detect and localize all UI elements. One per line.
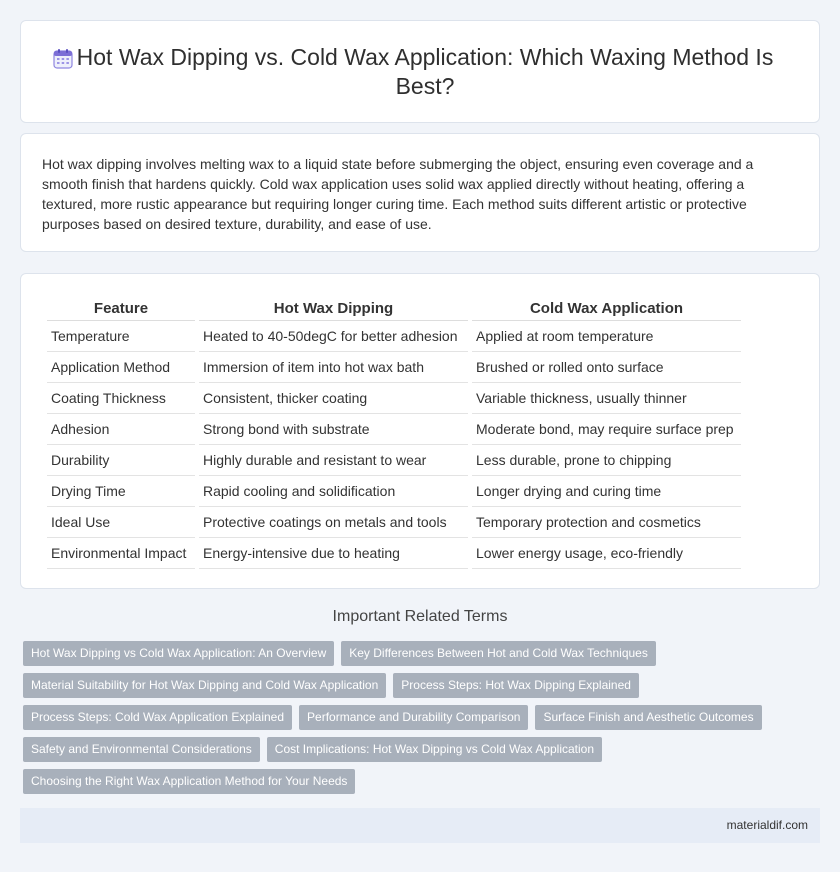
intro-paragraph: Hot wax dipping involves melting wax to a liquid state before submerging the object, ensuring even coverage and a smooth finish that hardens quickly. Cold wax application uses solid wax applied directly without heating, offering a textured, more rustic appearance but requiring longer curing time. Each method suits different artistic or protective purposes based on desired texture, durability, and ease of use. bbox=[42, 156, 754, 232]
tag-row bbox=[23, 737, 823, 762]
table-cell: Temperature bbox=[47, 321, 195, 352]
table-cell: Less durable, prone to chipping bbox=[472, 445, 741, 476]
table-header-row bbox=[47, 296, 741, 321]
comparison-table bbox=[43, 296, 745, 569]
table-cell: Coating Thickness bbox=[47, 383, 195, 414]
footer bbox=[20, 808, 820, 843]
related-term-tag[interactable]: Key Differences Between Hot and Cold Wax Techniques bbox=[341, 641, 656, 666]
table-cell: Protective coatings on metals and tools bbox=[199, 507, 468, 538]
table-cell: Variable thickness, usually thinner bbox=[472, 383, 741, 414]
table-cell: Adhesion bbox=[47, 414, 195, 445]
table-cell: Application Method bbox=[47, 352, 195, 383]
related-term-tag[interactable]: Process Steps: Cold Wax Application Explained bbox=[23, 705, 292, 730]
related-term-tag[interactable]: Cost Implications: Hot Wax Dipping vs Cold Wax Application bbox=[267, 737, 602, 762]
column-header-feature: Feature bbox=[47, 296, 195, 321]
table-cell: Immersion of item into hot wax bath bbox=[199, 352, 468, 383]
column-header-hot-wax: Hot Wax Dipping bbox=[199, 296, 468, 321]
footer-site-link[interactable]: materialdif.com bbox=[726, 818, 808, 832]
tag-row bbox=[23, 705, 823, 730]
related-term-tag[interactable]: Material Suitability for Hot Wax Dipping and Cold Wax Application bbox=[23, 673, 386, 698]
table-cell: Rapid cooling and solidification bbox=[199, 476, 468, 507]
table-cell: Moderate bond, may require surface prep bbox=[472, 414, 741, 445]
table-row bbox=[47, 321, 741, 352]
related-term-tag[interactable]: Performance and Durability Comparison bbox=[299, 705, 528, 730]
comparison-table-card bbox=[20, 273, 820, 589]
table-cell: Consistent, thicker coating bbox=[199, 383, 468, 414]
tag-row bbox=[23, 673, 823, 698]
table-row bbox=[47, 507, 741, 538]
table-cell: Energy-intensive due to heating bbox=[199, 538, 468, 569]
tag-row bbox=[23, 641, 823, 666]
table-cell: Lower energy usage, eco-friendly bbox=[472, 538, 741, 569]
table-cell: Strong bond with substrate bbox=[199, 414, 468, 445]
intro-card bbox=[20, 133, 820, 252]
column-header-cold-wax: Cold Wax Application bbox=[472, 296, 741, 321]
tag-row bbox=[23, 769, 823, 794]
page-title: Hot Wax Dipping vs. Cold Wax Application: Which Waxing Method Is Best? bbox=[76, 44, 774, 99]
table-cell: Durability bbox=[47, 445, 195, 476]
related-term-tag[interactable]: Hot Wax Dipping vs Cold Wax Application: An Overview bbox=[23, 641, 334, 666]
related-term-tag[interactable]: Safety and Environmental Considerations bbox=[23, 737, 260, 762]
table-row bbox=[47, 445, 741, 476]
table-cell: Drying Time bbox=[47, 476, 195, 507]
table-cell: Temporary protection and cosmetics bbox=[472, 507, 741, 538]
table-cell: Longer drying and curing time bbox=[472, 476, 741, 507]
related-term-tag[interactable]: Process Steps: Hot Wax Dipping Explained bbox=[393, 673, 639, 698]
table-row bbox=[47, 476, 741, 507]
table-cell: Highly durable and resistant to wear bbox=[199, 445, 468, 476]
related-term-tag[interactable]: Surface Finish and Aesthetic Outcomes bbox=[535, 705, 761, 730]
table-row bbox=[47, 383, 741, 414]
table-cell: Environmental Impact bbox=[47, 538, 195, 569]
table-cell: Heated to 40-50degC for better adhesion bbox=[199, 321, 468, 352]
related-terms-list bbox=[23, 641, 823, 801]
table-row bbox=[47, 352, 741, 383]
table-row bbox=[47, 538, 741, 569]
related-terms-heading: Important Related Terms bbox=[332, 608, 508, 625]
related-term-tag[interactable]: Choosing the Right Wax Application Method for Your Needs bbox=[23, 769, 355, 794]
table-cell: Ideal Use bbox=[47, 507, 195, 538]
table-cell: Applied at room temperature bbox=[472, 321, 741, 352]
table-cell: Brushed or rolled onto surface bbox=[472, 352, 741, 383]
header-card bbox=[20, 20, 820, 123]
table-row bbox=[47, 414, 741, 445]
